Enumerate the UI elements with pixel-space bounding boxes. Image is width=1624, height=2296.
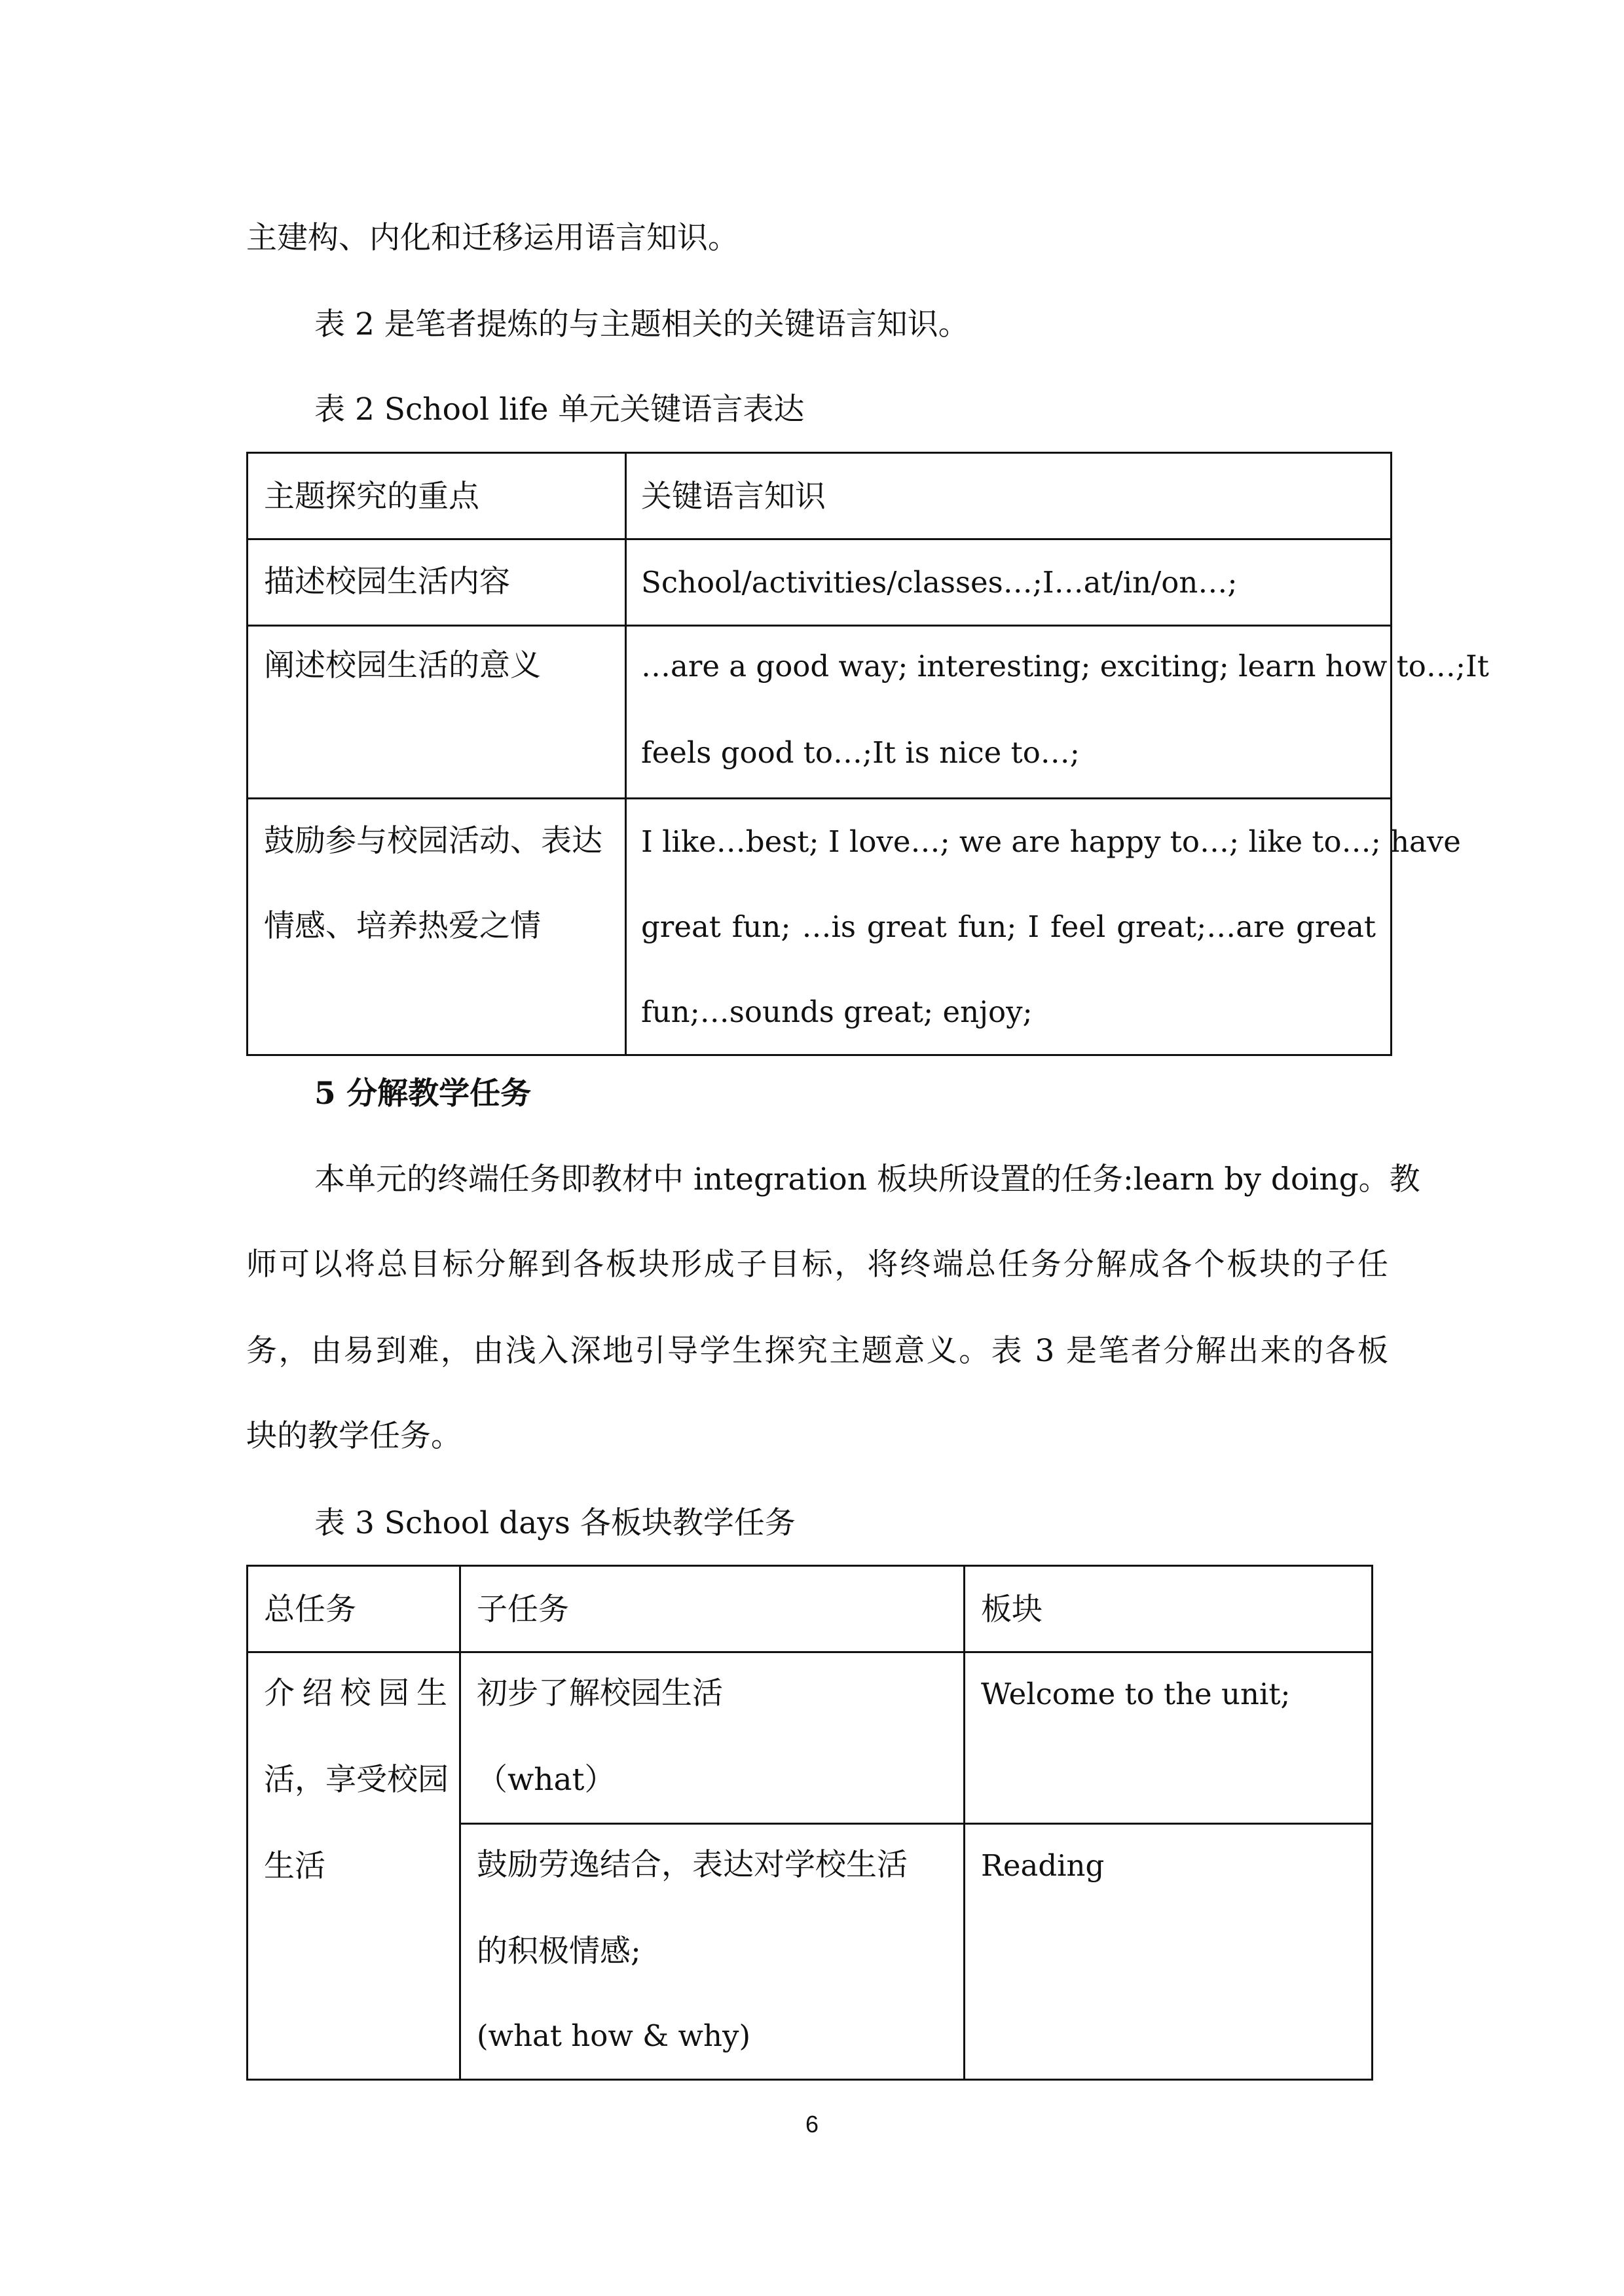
paragraph-line: 块的教学任务。 [246,1418,462,1454]
table3-header-subtask: 子任务 [477,1592,569,1628]
section-heading: 5 分解教学任务 [314,1076,532,1112]
table3-module: Reading [981,1848,1105,1884]
table2-cell-language: School/activities/classes…;I…at/in/on…; [641,565,1238,600]
table2-cell-language: great fun; …is great fun; I feel great;…are great [641,909,1376,944]
table-row [248,799,1392,1055]
table-row [248,626,1392,799]
table2-header-focus: 主题探究的重点 [264,479,479,515]
table3-header-module: 板块 [981,1592,1043,1628]
table2-cell-language: feels good to…;It is nice to…; [641,735,1080,770]
table2-caption: 表 2 School life 单元关键语言表达 [314,392,805,428]
table-row [248,1566,1373,1652]
table-row [248,1652,1373,1824]
table2-header-language: 关键语言知识 [641,479,826,515]
table2 [246,452,1489,1056]
table2-cell-language: …are a good way; interesting; exciting; learn how to…;It [641,649,1489,683]
table2-cell-language: fun;…sounds great; enjoy; [641,994,1033,1029]
table2-cell-focus: 鼓励参与校园活动、表达 [264,823,602,859]
paragraph-line: 务，由易到难，由浅入深地引导学生探究主题意义。表 3 是笔者分解出来的各板 [246,1333,1388,1369]
paragraph-line: 本单元的终端任务即教材中 integration 板块所设置的任务:learn by doing。教 [314,1161,1420,1197]
table3-module: Welcome to the unit; [981,1677,1291,1711]
paragraph-line: 师可以将总目标分解到各板块形成子目标，将终端总任务分解成各个板块的子任 [246,1247,1388,1283]
table2-cell-focus: 情感、培养热爱之情 [264,908,541,944]
table3-subtask: 的积极情感; [477,1933,641,1970]
table2-cell-language: I like…best; I love…; we are happy to…; like to…; have [641,824,1461,859]
table3-header-total: 总任务 [264,1592,356,1628]
paragraph-table2-intro: 表 2 是笔者提炼的与主题相关的关键语言知识。 [314,306,969,342]
table-row [248,453,1392,539]
table3-total-task: 活，享受校园 [264,1762,449,1798]
table3-subtask: 初步了解校园生活 [477,1675,723,1711]
table3-subtask: （what） [477,1762,616,1798]
table3-total-task: 生活 [264,1848,325,1884]
table3-caption: 表 3 School days 各板块教学任务 [314,1505,796,1541]
table2-cell-focus: 描述校园生活内容 [264,564,510,600]
table3-subtask: 鼓励劳逸结合，表达对学校生活 [477,1847,908,1884]
table3-subtask: (what how & why) [477,2018,751,2054]
table-row [248,539,1392,626]
table3 [246,1565,1373,2081]
paragraph-continuation: 主建构、内化和迁移运用语言知识。 [246,220,739,256]
table2-cell-focus: 阐述校园生活的意义 [264,647,541,683]
table3-total-task: 介绍校园生 [264,1675,447,1711]
page-number: 6 [805,2111,819,2138]
